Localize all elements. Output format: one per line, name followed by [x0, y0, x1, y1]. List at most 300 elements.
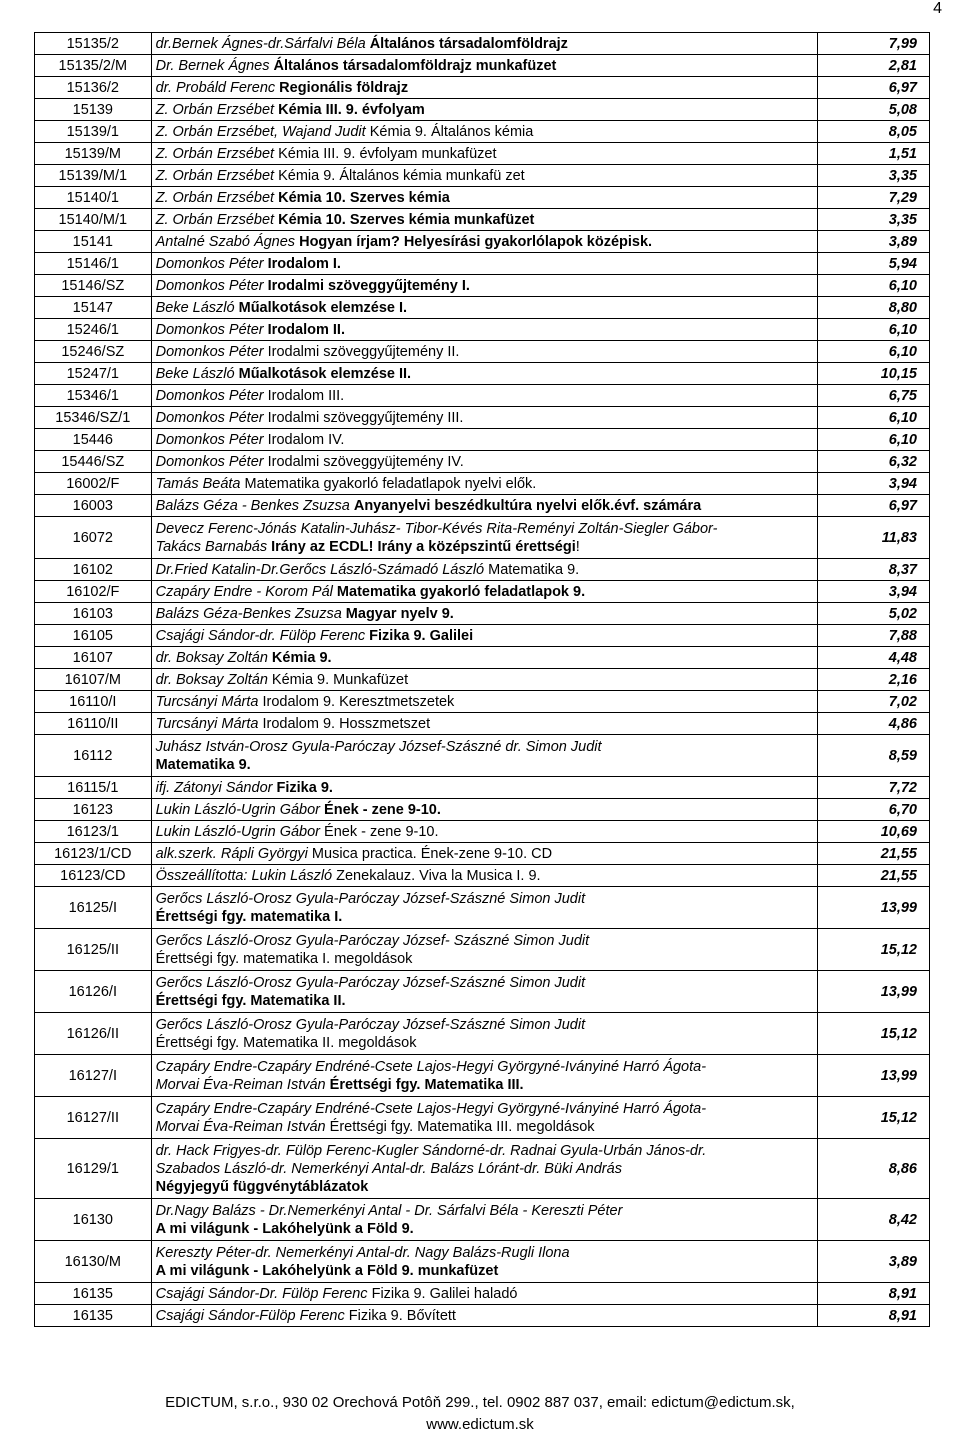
description-line [156, 431, 813, 449]
title-text: A mi világunk - Lakóhelyünk a Föld 9. [155, 1220, 414, 1237]
item-code: 15446 [35, 429, 152, 451]
item-price: 6,10 [817, 341, 929, 363]
plain-text: Matematika gyakorló feladatlapok nyelvi elők. [244, 475, 537, 492]
item-code: 15139 [35, 99, 152, 121]
item-price: 3,94 [817, 581, 929, 603]
author-text: Z. Orbán Erzsébet, Wajand Judit [155, 123, 370, 140]
table-row [35, 581, 930, 603]
item-price: 21,55 [817, 865, 929, 887]
item-code: 16003 [35, 495, 152, 517]
table-row [35, 799, 930, 821]
item-price: 13,99 [817, 1055, 929, 1097]
description-line [156, 583, 813, 601]
item-code: 16002/F [35, 473, 152, 495]
description-line [156, 1202, 813, 1220]
item-code: 16107 [35, 647, 152, 669]
author-text: dr. Boksay Zoltán [155, 649, 272, 666]
description-line [156, 1178, 813, 1196]
author-text: Balázs Géza - Benkes Zsuzsa [155, 497, 354, 514]
item-code: 16103 [35, 603, 152, 625]
author-text: dr. Hack Frigyes-dr. Fülöp Ferenc-Kugler Sándorné-dr. Radnai Gyula-Urbán János-dr. [155, 1142, 707, 1159]
table-row [35, 691, 930, 713]
item-description [151, 253, 817, 275]
item-price: 8,05 [817, 121, 929, 143]
item-description [151, 691, 817, 713]
table-row [35, 341, 930, 363]
description-line [156, 79, 813, 97]
description-line [156, 1016, 813, 1034]
item-price: 15,12 [817, 1097, 929, 1139]
title-text: Érettségi fgy. matematika I. [155, 908, 343, 925]
table-row [35, 865, 930, 887]
description-line [156, 649, 813, 667]
author-text: Csajági Sándor-Fülöp Ferenc [155, 1307, 349, 1324]
author-text: Dr.Fried Katalin-Dr.Gerőcs László-Számadó László [155, 561, 489, 578]
item-price: 8,59 [817, 735, 929, 777]
plain-text: Kémia 9. Munkafüzet [271, 671, 409, 688]
table-row [35, 713, 930, 735]
title-text: Kémia 10. Szerves kémia munkafüzet [278, 211, 535, 228]
price-list-body [35, 33, 930, 1327]
footer [0, 1392, 960, 1436]
author-text: Antalné Szabó Ágnes [155, 233, 300, 250]
description-line [156, 950, 813, 968]
item-description [151, 1241, 817, 1283]
table-row [35, 603, 930, 625]
table-row [35, 647, 930, 669]
item-description [151, 77, 817, 99]
author-text: Beke László [155, 365, 239, 382]
item-price: 6,75 [817, 385, 929, 407]
item-code: 15141 [35, 231, 152, 253]
title-text: Általános társadalomföldrajz munkafüzet [273, 57, 557, 74]
item-code: 15139/M/1 [35, 165, 152, 187]
table-row [35, 33, 930, 55]
item-code: 15140/M/1 [35, 209, 152, 231]
description-line [156, 255, 813, 273]
item-description [151, 821, 817, 843]
plain-text: Irodalmi szöveggyüjtemény IV. [267, 453, 464, 470]
description-line [156, 167, 813, 185]
description-line [156, 1100, 813, 1118]
description-line [156, 867, 813, 885]
plain-text: Irodalom 9. Keresztmetszetek [262, 693, 455, 710]
table-row [35, 231, 930, 253]
description-line [156, 845, 813, 863]
item-code: 15146/1 [35, 253, 152, 275]
title-text: Fizika 9. Galilei [369, 627, 474, 644]
title-text: Ének - zene 9-10. [324, 801, 441, 818]
item-price: 2,16 [817, 669, 929, 691]
author-text: dr. Boksay Zoltán [155, 671, 272, 688]
item-description [151, 1055, 817, 1097]
item-price: 10,69 [817, 821, 929, 843]
item-description [151, 777, 817, 799]
description-line [156, 1220, 813, 1238]
item-code: 16105 [35, 625, 152, 647]
author-text: Csajági Sándor-Dr. Fülöp Ferenc [155, 1285, 372, 1302]
plain-text: Musica practica. Ének-zene 9-10. CD [311, 845, 553, 862]
author-text: Domonkos Péter [155, 321, 268, 338]
item-price: 7,02 [817, 691, 929, 713]
table-row [35, 385, 930, 407]
description-line [156, 123, 813, 141]
table-row [35, 1097, 930, 1139]
author-text: Lukin László-Ugrin Gábor [155, 823, 325, 840]
item-price: 2,81 [817, 55, 929, 77]
item-price: 3,94 [817, 473, 929, 495]
item-code: 16115/1 [35, 777, 152, 799]
table-row [35, 451, 930, 473]
item-price: 8,91 [817, 1305, 929, 1327]
title-text: Regionális földrajz [279, 79, 409, 96]
title-text: Matematika 9. [155, 756, 251, 773]
description-line [156, 801, 813, 819]
title-text: Érettségi fgy. Matematika II. [155, 992, 346, 1009]
item-description [151, 341, 817, 363]
item-price: 7,99 [817, 33, 929, 55]
item-code: 16127/II [35, 1097, 152, 1139]
description-line [156, 908, 813, 926]
item-code: 16129/1 [35, 1139, 152, 1199]
item-code: 15139/1 [35, 121, 152, 143]
author-text: Dr.Nagy Balázs - Dr.Nemerkényi Antal - Dr. Sárfalvi Béla - Kereszti Péter [155, 1202, 623, 1219]
item-price: 6,97 [817, 77, 929, 99]
title-text: Matematika gyakorló feladatlapok 9. [336, 583, 586, 600]
plain-text: Irodalmi szöveggyűjtemény III. [267, 409, 464, 426]
item-description [151, 297, 817, 319]
author-text: Összeállította: Lukin László [155, 867, 337, 884]
description-line [156, 561, 813, 579]
title-text: A mi világunk - Lakóhelyünk a Föld 9. munkafüzet [155, 1262, 499, 1279]
table-row [35, 517, 930, 559]
description-line [156, 409, 813, 427]
item-description [151, 33, 817, 55]
item-price: 5,02 [817, 603, 929, 625]
author-text: Gerőcs László-Orosz Gyula-Paróczay József-Szászné Simon Judit [155, 1016, 586, 1033]
item-description [151, 275, 817, 297]
table-row [35, 165, 930, 187]
author-text: dr.Bernek Ágnes-dr.Sárfalvi Béla [155, 35, 370, 52]
item-description [151, 581, 817, 603]
item-code: 16130 [35, 1199, 152, 1241]
item-code: 16123/CD [35, 865, 152, 887]
title-text: Műalkotások elemzése II. [238, 365, 412, 382]
author-text: Beke László [155, 299, 239, 316]
plain-text: ! [575, 538, 580, 555]
author-text: Czapáry Endre - Korom Pál [155, 583, 337, 600]
description-line [156, 365, 813, 383]
author-text: Takács Barnabás [155, 538, 272, 555]
item-price: 3,89 [817, 231, 929, 253]
item-description [151, 165, 817, 187]
item-code: 15246/1 [35, 319, 152, 341]
author-text: ifj. Zátonyi Sándor [155, 779, 277, 796]
item-code: 16112 [35, 735, 152, 777]
footer-contact-line: EDICTUM, s.r.o., 930 02 Orechová Potôň 299., tel. 0902 887 037, email: edictum@edictum.sk, [165, 1394, 795, 1411]
item-code: 15135/2/M [35, 55, 152, 77]
item-description [151, 121, 817, 143]
footer-website: www.edictum.sk [426, 1416, 534, 1433]
item-price: 15,12 [817, 929, 929, 971]
description-line [156, 233, 813, 251]
table-row [35, 275, 930, 297]
plain-text: Irodalom III. [267, 387, 345, 404]
item-description [151, 1305, 817, 1327]
author-text: Lukin László-Ugrin Gábor [155, 801, 325, 818]
author-text: Z. Orbán Erzsébet [155, 101, 279, 118]
item-code: 16072 [35, 517, 152, 559]
author-text: Domonkos Péter [155, 453, 268, 470]
author-text: Tamás Beáta [155, 475, 245, 492]
title-text: Irodalmi szöveggyűjtemény I. [267, 277, 470, 294]
plain-text: Érettségi fgy. Matematika III. megoldások [329, 1118, 595, 1135]
item-price: 6,10 [817, 407, 929, 429]
plain-text: Irodalmi szöveggyűjtemény II. [267, 343, 460, 360]
description-line [156, 1262, 813, 1280]
plain-text: Érettségi fgy. Matematika II. megoldások [155, 1034, 417, 1051]
item-code: 16135 [35, 1283, 152, 1305]
table-row [35, 253, 930, 275]
table-row [35, 319, 930, 341]
description-line [156, 1285, 813, 1303]
title-text: Fizika 9. [276, 779, 333, 796]
table-row [35, 121, 930, 143]
item-price: 10,15 [817, 363, 929, 385]
author-text: Domonkos Péter [155, 409, 268, 426]
table-row [35, 843, 930, 865]
author-text: Z. Orbán Erzsébet [155, 145, 279, 162]
item-description [151, 407, 817, 429]
item-description [151, 929, 817, 971]
item-code: 15140/1 [35, 187, 152, 209]
item-code: 15135/2 [35, 33, 152, 55]
item-description [151, 385, 817, 407]
author-text: Domonkos Péter [155, 277, 268, 294]
description-line [156, 520, 813, 538]
table-row [35, 429, 930, 451]
description-line [156, 605, 813, 623]
item-code: 16123 [35, 799, 152, 821]
plain-text: Irodalom IV. [267, 431, 345, 448]
item-code: 15346/SZ/1 [35, 407, 152, 429]
table-row [35, 887, 930, 929]
description-line [156, 475, 813, 493]
plain-text: Zenekalauz. Viva la Musica I. 9. [336, 867, 541, 884]
description-line [156, 715, 813, 733]
plain-text: Kémia 9. Általános kémia munkafü zet [278, 167, 525, 184]
title-text: Irodalom I. [267, 255, 341, 272]
author-text: Morvai Éva-Reiman István [155, 1076, 330, 1093]
item-description [151, 55, 817, 77]
item-description [151, 1097, 817, 1139]
description-line [156, 1058, 813, 1076]
item-price: 13,99 [817, 971, 929, 1013]
author-text: Domonkos Péter [155, 431, 268, 448]
author-text: Balázs Géza-Benkes Zsuzsa [155, 605, 346, 622]
item-code: 15139/M [35, 143, 152, 165]
item-description [151, 209, 817, 231]
item-code: 16102/F [35, 581, 152, 603]
table-row [35, 559, 930, 581]
description-line [156, 101, 813, 119]
author-text: Z. Orbán Erzsébet [155, 189, 279, 206]
description-line [156, 1142, 813, 1160]
description-line [156, 1118, 813, 1136]
item-price: 5,94 [817, 253, 929, 275]
item-code: 15147 [35, 297, 152, 319]
author-text: Domonkos Péter [155, 387, 268, 404]
item-price: 3,35 [817, 209, 929, 231]
author-text: dr. Probáld Ferenc [155, 79, 280, 96]
author-text: Czapáry Endre-Czapáry Endréné-Csete Lajos-Hegyi Györgyné-Iványiné Harró Ágota- [155, 1058, 707, 1075]
description-line [156, 57, 813, 75]
plain-text: Irodalom 9. Hosszmetszet [262, 715, 431, 732]
item-description [151, 99, 817, 121]
author-text: Gerőcs László-Orosz Gyula-Paróczay József-Szászné Simon Judit [155, 890, 586, 907]
author-text: Z. Orbán Erzsébet [155, 211, 279, 228]
title-text: Általános társadalomföldrajz [369, 35, 568, 52]
description-line [156, 693, 813, 711]
table-row [35, 495, 930, 517]
item-code: 16123/1 [35, 821, 152, 843]
table-row [35, 1283, 930, 1305]
author-text: Czapáry Endre-Czapáry Endréné-Csete Lajos-Hegyi Györgyné-Iványiné Harró Ágota- [155, 1100, 707, 1117]
description-line [156, 538, 813, 556]
description-line [156, 932, 813, 950]
item-price: 8,91 [817, 1283, 929, 1305]
description-line [156, 1244, 813, 1262]
description-line [156, 321, 813, 339]
item-code: 16107/M [35, 669, 152, 691]
table-row [35, 625, 930, 647]
item-code: 15247/1 [35, 363, 152, 385]
author-text: Domonkos Péter [155, 255, 268, 272]
item-description [151, 603, 817, 625]
title-text: Érettségi fgy. Matematika III. [329, 1076, 524, 1093]
item-description [151, 1139, 817, 1199]
item-price: 7,88 [817, 625, 929, 647]
item-description [151, 887, 817, 929]
item-description [151, 971, 817, 1013]
item-description [151, 187, 817, 209]
item-code: 15446/SZ [35, 451, 152, 473]
item-description [151, 843, 817, 865]
item-price: 7,72 [817, 777, 929, 799]
author-text: Domonkos Péter [155, 343, 268, 360]
table-row [35, 77, 930, 99]
author-text: Kereszty Péter-dr. Nemerkényi Antal-dr. Nagy Balázs-Rugli Ilona [155, 1244, 570, 1261]
title-text: Műalkotások elemzése I. [238, 299, 408, 316]
table-row [35, 929, 930, 971]
item-price: 8,37 [817, 559, 929, 581]
item-price: 4,86 [817, 713, 929, 735]
item-price: 15,12 [817, 1013, 929, 1055]
description-line [156, 387, 813, 405]
item-price: 6,10 [817, 319, 929, 341]
item-code: 16135 [35, 1305, 152, 1327]
author-text: Dr. Bernek Ágnes [155, 57, 274, 74]
item-code: 15136/2 [35, 77, 152, 99]
description-line [156, 497, 813, 515]
plain-text: Fizika 9. Bővített [348, 1307, 456, 1324]
table-row [35, 821, 930, 843]
item-description [151, 559, 817, 581]
item-description [151, 473, 817, 495]
item-price: 6,32 [817, 451, 929, 473]
item-description [151, 1199, 817, 1241]
item-description [151, 451, 817, 473]
author-text: Juhász István-Orosz Gyula-Paróczay József-Szászné dr. Simon Judit [155, 738, 602, 755]
item-code: 16130/M [35, 1241, 152, 1283]
table-row [35, 209, 930, 231]
table-row [35, 1055, 930, 1097]
item-description [151, 865, 817, 887]
item-code: 16110/II [35, 713, 152, 735]
item-code: 16123/1/CD [35, 843, 152, 865]
author-text: Z. Orbán Erzsébet [155, 167, 279, 184]
item-price: 8,86 [817, 1139, 929, 1199]
price-list-table [34, 32, 930, 1327]
item-description [151, 517, 817, 559]
title-text: Kémia III. 9. évfolyam [278, 101, 425, 118]
item-description [151, 495, 817, 517]
author-text: alk.szerk. Rápli Györgyi [155, 845, 312, 862]
item-description [151, 1283, 817, 1305]
description-line [156, 1034, 813, 1052]
item-description [151, 429, 817, 451]
table-row [35, 777, 930, 799]
description-line [156, 299, 813, 317]
item-code: 16125/II [35, 929, 152, 971]
title-text: Négyjegyű függvénytáblázatok [155, 1178, 369, 1195]
item-price: 13,99 [817, 887, 929, 929]
item-code: 16110/I [35, 691, 152, 713]
table-row [35, 143, 930, 165]
author-text: Csajági Sándor-dr. Fülöp Ferenc [155, 627, 370, 644]
table-row [35, 971, 930, 1013]
item-price: 1,51 [817, 143, 929, 165]
description-line [156, 974, 813, 992]
description-line [156, 211, 813, 229]
description-line [156, 738, 813, 756]
description-line [156, 823, 813, 841]
item-description [151, 799, 817, 821]
title-text: Magyar nyelv 9. [345, 605, 454, 622]
item-code: 16126/I [35, 971, 152, 1013]
description-line [156, 189, 813, 207]
item-price: 3,89 [817, 1241, 929, 1283]
title-text: Hogyan írjam? Helyesírási gyakorlólapok középisk. [299, 233, 653, 250]
item-description [151, 625, 817, 647]
item-code: 16127/I [35, 1055, 152, 1097]
plain-text: Ének - zene 9-10. [324, 823, 439, 840]
table-row [35, 407, 930, 429]
table-row [35, 1241, 930, 1283]
table-row [35, 735, 930, 777]
item-description [151, 143, 817, 165]
item-price: 6,70 [817, 799, 929, 821]
description-line [156, 277, 813, 295]
item-price: 6,10 [817, 429, 929, 451]
author-text: Szabados László-dr. Nemerkényi Antal-dr. Balázs Lóránt-dr. Büki András [155, 1160, 622, 1177]
item-price: 6,10 [817, 275, 929, 297]
description-line [156, 779, 813, 797]
item-price: 4,48 [817, 647, 929, 669]
page-number: 4 [933, 0, 942, 17]
title-text: Kémia 9. [271, 649, 332, 666]
item-code: 16102 [35, 559, 152, 581]
